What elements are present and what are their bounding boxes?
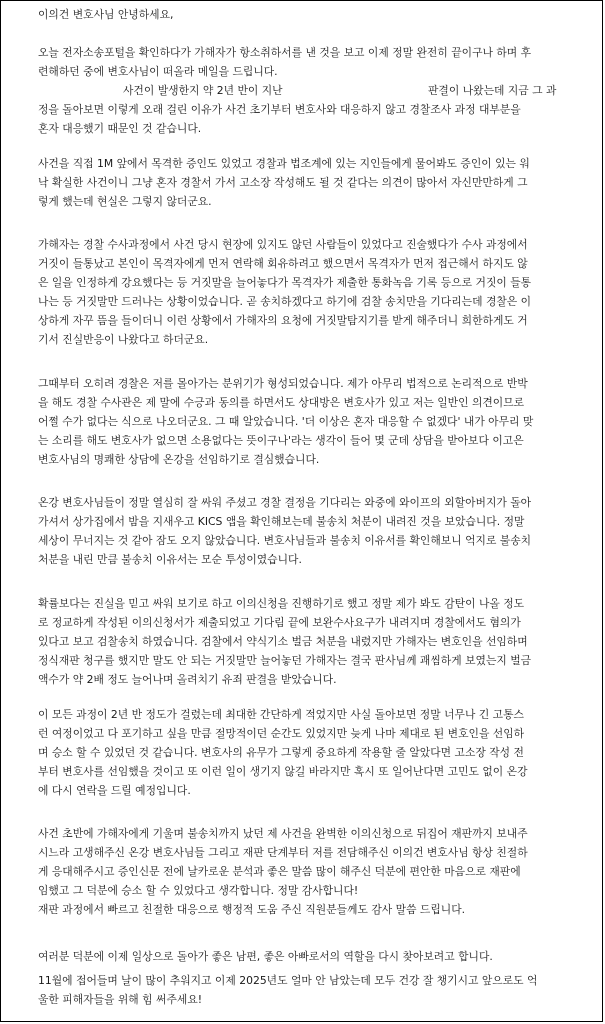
paragraph-decision-to-hire: 그때부터 오히려 경찰은 저를 몰아가는 분위기가 형성되었습니다. 제가 아무리 법적으로 논리적으로 반박 을 해도 경찰 수사관은 제 말에 수긍과 동의를 하면서도 상대방은 변호사가 있고 저는 일반인 의견이므로 어쩔 수가 없다는 식으로 나오더군요. 그 때 알았습니다. '더 이상은 혼자 대응할 수 없겠다' 내가 아무리 맞 는 소리를 해도 변호사가 없으면 소용없다는 뜻이구나'라는 생각이 들어 몇 군데 상담을 받아보다 이고은 변호사님의 명쾌한 상담에 온강을 선임하기로 결심했습니다. <box>38 377 534 466</box>
paragraph-timeline-body: 정을 돌아보면 이렇게 오래 걸린 이유가 사건 초기부터 변호사와 대응하지 않고 경찰조사 과정 대부분을 혼자 대응했기 때문인 것 같습니다. <box>38 103 521 135</box>
paragraph-police-investigation: 가해자는 경찰 수사과정에서 사건 당시 현장에 있지도 않던 사람들이 있었다고 진술했다가 수사 과정에서 거짓이 들통났고 본인이 목격자에게 먼저 연락해 회유하려고 했으면서 목격자가 먼저 접근해서 하지도 않 은 일을 인정하게 강요했다는 등 거짓말을 늘어놓다가 목격자가 제출한 통화녹음 기록 등으로 거짓이 들통 나는 등 거짓말만 드러나는 상황이었습니다. 곧 송치하겠다고 하기에 검찰 송치만을 기다리는데 경찰은 이 상하게 자꾸 뜸을 들이더니 이런 상황에서 가해자의 요청에 거짓말탐지기를 받게 해주더니 희한하게도 거 기서 진실반응이 나왔다고 하더군요. <box>38 238 532 346</box>
paragraph-timeline-start: 사건이 발생한지 약 2년 반이 지난 <box>123 84 283 97</box>
redacted-date <box>311 81 423 99</box>
paragraph-back-to-life: 여러분 덕분에 이제 일상으로 돌아가 좋은 남편, 좋은 아빠로서의 역할을 다시 찾아보려고 합니다. <box>38 950 493 963</box>
paragraph-objection: 확률보다는 진실을 믿고 싸워 보기로 하고 이의신청을 진행하기로 했고 정말 제가 봐도 감탄이 나올 정도 로 정교하게 작성된 이의신청서가 제출되었고 기다림 끝에 보완수사요구가 내려지며 경찰에서도 혐의가 있다고 보고 검찰송치 하였습니다. 검찰에서 약식기소 벌금 처분을 내렸지만 가해자는 변호인을 선임하며 정식재판 청구를 했지만 말도 안 되는 거짓말만 늘어놓던 가해자는 결국 판사님께 괘씸하게 보였는지 벌금 액수가 약 2배 정도 늘어나며 올려치기 유죄 판결을 받았습니다. <box>38 597 532 686</box>
greeting-line: 이의건 변호사님 안녕하세요, <box>38 8 174 21</box>
paragraph-reflection: 이 모든 과정이 2년 반 정도가 걸렸는데 최대한 간단하게 적었지만 사실 돌아보면 정말 너무나 긴 고통스 런 여정이었고 다 포기하고 싶을 만큼 절망적이던 순간도 있었지만 늦게 나마 제대로 된 변호인을 선임하 며 승소 할 수 있었던 것 같습니다. 변호사의 유무가 그렇게 중요하게 작용할 줄 알았다면 고소장 작성 전 부터 변호사를 선임했을 것이고 또 이런 일이 생기지 않길 바라지만 혹시 또 일어난다면 고민도 없이 온강 에 다시 연락을 드릴 예정입니다. <box>38 708 528 797</box>
paragraph-thanks-lawyers: 사건 초반에 가해자에게 기울며 불송치까지 났던 제 사건을 완벽한 이의신청으로 뒤집어 재판까지 보내주 시느라 고생해주신 온강 변호사님들 그리고 재판 단계부터 저를 전담해주신 이의건 변호사님 항상 친절하 게 응대해주시고 증인신문 전에 날카로운 분석과 좋은 말씀 많이 해주신 덕분에 편안한 마음으로 재판에 임했고 그 덕분에 승소 할 수 있었다고 생각합니다. 정말 감사합니다! <box>38 827 528 897</box>
paragraph-closing: 11월에 접어들며 날이 많이 추워지고 이제 2025년도 얼마 안 남았는데 모두 건강 잘 챙기시고 앞으로도 억 울한 피해자들을 위해 힘 써주세요! <box>38 974 538 1006</box>
paragraph-timeline-end: 판결이 나왔는데 지금 그 과 <box>428 84 557 97</box>
paragraph-witness: 사건을 직접 1M 앞에서 목격한 증인도 있었고 경찰과 법조계에 있는 지인들에게 물어봐도 증인이 있는 워 낙 확실한 사건이니 그냥 혼자 경찰서 가서 고소장 작성해도 될 것 같다는 의견이 많아서 자신만만하게 그 렇게 했는데 현실은 그렇지 않더군요. <box>38 157 530 208</box>
paragraph-thanks-staff: 재판 과정에서 빠르고 친절한 대응으로 행정적 도움 주신 직원분들께도 감사 말씀 드립니다. <box>38 903 466 916</box>
paragraph-email-intro: 오늘 전자소송포털을 확인하다가 가해자가 항소취하서를 낸 것을 보고 이제 정말 완전히 끝이구나 하며 후 련해하던 중에 변호사님이 떠올라 메일을 드립니다. <box>38 46 532 78</box>
paragraph-non-referral: 온강 변호사님들이 정말 열심히 잘 싸워 주셨고 경찰 결정을 기다리는 와중에 와이프의 외할아버지가 돌아 가셔서 상가집에서 밤을 지새우고 KICS 앱을 확인해보는데 불송치 처분이 내려진 것을 보았습니다. 정말 세상이 무너지는 것 같아 잠도 오지 않았습니다. 변호사님들과 불송치 이유서를 확인해보니 억지로 불송치 처분을 내린 만큼 불송치 이유서는 모순 투성이였습니다. <box>38 496 532 566</box>
